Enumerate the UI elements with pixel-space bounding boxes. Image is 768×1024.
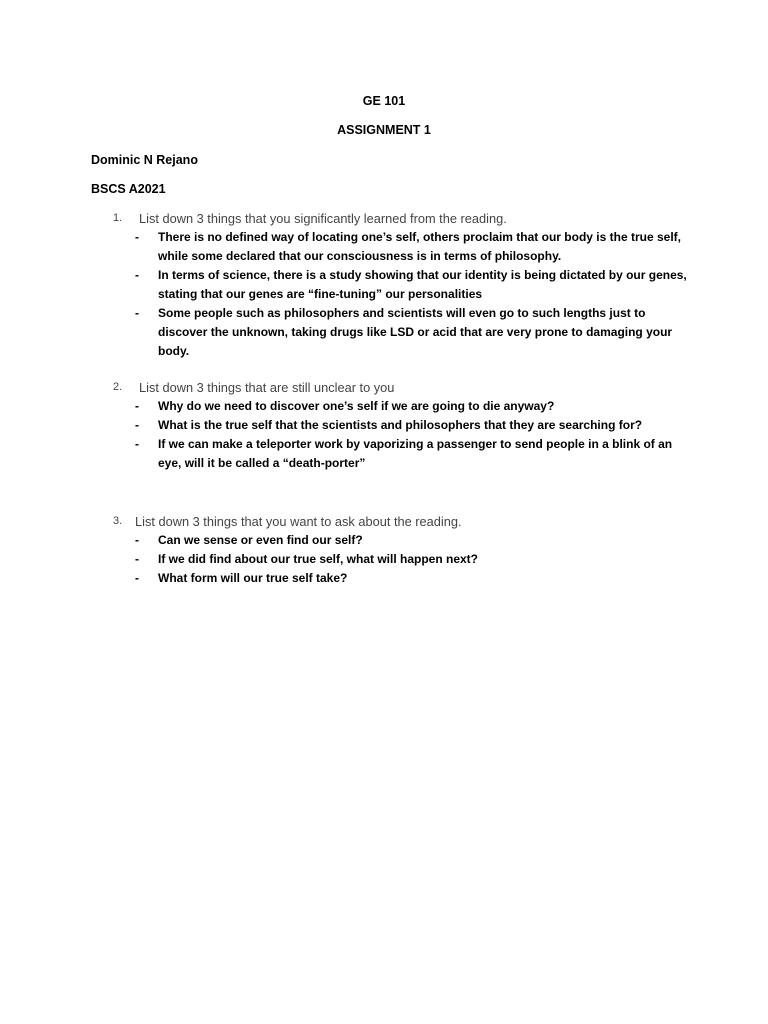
answer-text: What form will our true self take?	[158, 571, 348, 585]
dash-bullet: -	[135, 437, 139, 451]
answer-text: Can we sense or even find our self?	[158, 533, 363, 547]
question-prompt-line	[113, 209, 713, 228]
dash-bullet: -	[135, 268, 139, 282]
answer-item	[113, 228, 698, 266]
answer-text: There is no defined way of locating one’s self, others proclaim that our body is the true self, while some declared that our consciousness is in terms of philosophy.	[158, 230, 681, 263]
question-number: 1.	[113, 212, 123, 224]
dash-bullet: -	[135, 552, 139, 566]
answer-list	[113, 228, 713, 361]
answer-text: If we can make a teleporter work by vaporizing a passenger to send people in a blink of an eye, will it be called a “death-porter”	[158, 437, 673, 470]
answer-item	[113, 416, 698, 435]
dash-bullet: -	[135, 533, 139, 547]
course-code: GE 101	[362, 94, 406, 108]
question-number: 3.	[113, 515, 123, 527]
dash-bullet: -	[135, 399, 139, 413]
question-prompt: List down 3 things that you significantly learned from the reading.	[139, 211, 507, 226]
question-prompt-line	[113, 378, 713, 397]
answer-list	[113, 531, 713, 588]
dash-bullet: -	[135, 418, 139, 432]
answer-list	[113, 397, 713, 473]
answer-item	[113, 397, 698, 416]
question-number: 2.	[113, 381, 123, 393]
answer-text: In terms of science, there is a study showing that our identity is being dictated by our genes, stating that our genes are “fine-tuning” our personalities	[158, 268, 687, 301]
answer-item	[113, 266, 698, 304]
dash-bullet: -	[135, 306, 139, 320]
question-3	[113, 512, 713, 588]
question-1	[113, 209, 713, 361]
question-2	[113, 378, 713, 473]
answer-item	[113, 569, 698, 588]
answer-text: If we did find about our true self, what will happen next?	[158, 552, 479, 566]
assignment-title: ASSIGNMENT 1	[337, 123, 431, 137]
question-prompt-line	[113, 512, 713, 531]
answer-item	[113, 435, 698, 473]
answer-text: Some people such as philosophers and scientists will even go to such lengths just to discover the unknown, taking drugs like LSD or acid that are very prone to damaging your body.	[158, 306, 673, 358]
question-prompt: List down 3 things that you want to ask about the reading.	[135, 514, 462, 529]
answer-text: Why do we need to discover one’s self if we are going to die anyway?	[158, 399, 555, 413]
answer-item	[113, 550, 698, 569]
dash-bullet: -	[135, 571, 139, 585]
question-prompt: List down 3 things that are still unclear to you	[139, 380, 395, 395]
student-section: BSCS A2021	[91, 182, 166, 196]
answer-item	[113, 531, 698, 550]
dash-bullet: -	[135, 230, 139, 244]
student-name: Dominic N Rejano	[91, 153, 198, 167]
answer-text: What is the true self that the scientists and philosophers that they are searching for?	[158, 418, 643, 432]
answer-item	[113, 304, 698, 361]
